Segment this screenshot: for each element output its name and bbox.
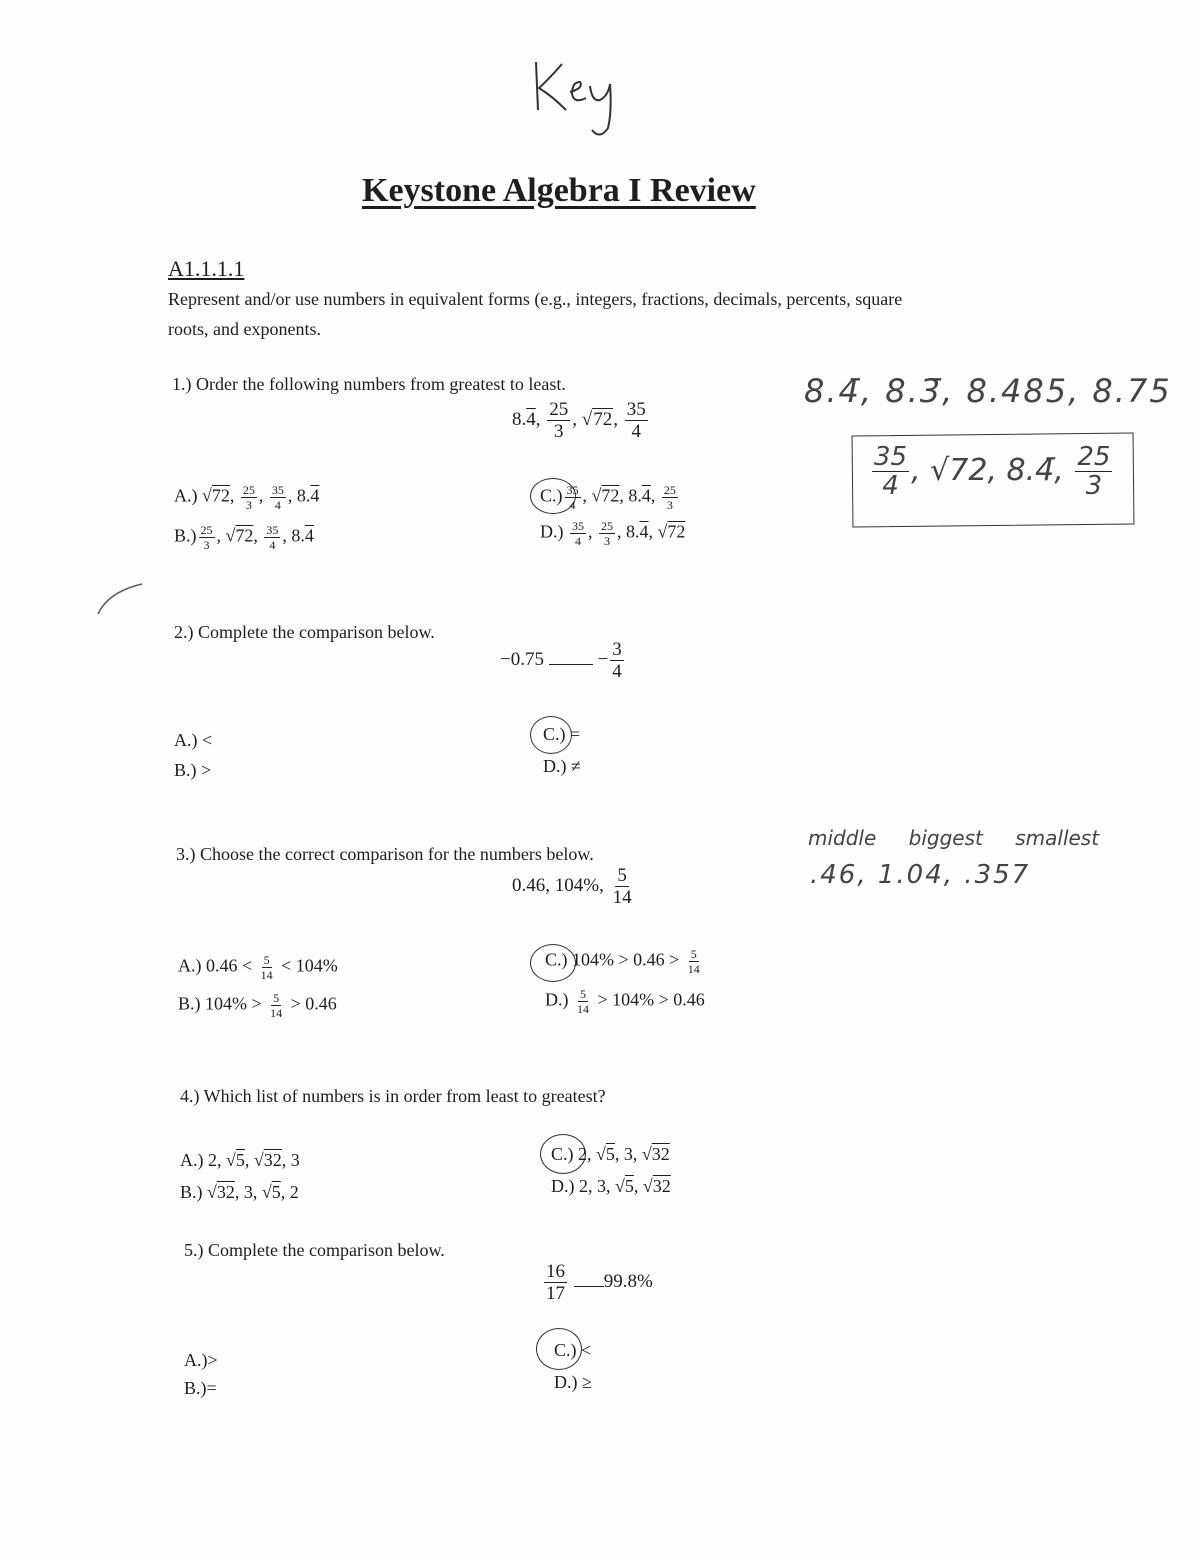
handwritten-key [528, 52, 628, 146]
q5-option-c[interactable]: C.) < [554, 1340, 592, 1360]
q1-prompt: 1.) Order the following numbers from greatest to least. [172, 374, 566, 394]
handwritten-q3-values: .46, 1.04, .357 [810, 860, 1031, 890]
q1-option-a[interactable]: A.) √72, $\frac{25}{3}$ , $\frac{35}{4}$ , 8.4 [174, 483, 320, 512]
q1-option-c[interactable]: C.) $\frac{35}{4}$ , √72, 8.4, $\frac{25}{3}$ [540, 483, 676, 512]
handwritten-q3-labels: middle biggest smallest [808, 826, 1100, 850]
q3-prompt: 3.) Choose the correct comparison for the numbers below. [176, 844, 594, 864]
q5-option-a[interactable]: A.)> [184, 1350, 218, 1370]
q1-option-d[interactable]: D.) $\frac{35}{4}$ , $\frac{25}{3}$ , 8.4, √72 [540, 519, 686, 548]
q4-option-a[interactable]: A.) 2, √5, √32, 3 [180, 1150, 300, 1170]
q2-option-d[interactable]: D.) ≠ [543, 756, 581, 776]
q1-option-b[interactable]: B.) $\frac{25}{3}$ , √72, $\frac{35}{4}$ , 8.4 [174, 523, 314, 552]
handwritten-q1-answer: $\frac{35}{4}$ , √72, 8.4̄, $\frac{25}{3}$ [874, 442, 1111, 501]
q2-prompt: 2.) Complete the comparison below. [174, 622, 435, 642]
q5-option-d[interactable]: D.) ≥ [554, 1372, 592, 1392]
q3-option-b[interactable]: B.) 104% > $\frac{5}{14}$ > 0.46 [178, 991, 337, 1020]
q4-option-c[interactable]: C.) 2, √5, 3, √32 [551, 1144, 670, 1164]
q2-option-c[interactable]: C.) = [543, 724, 581, 744]
q3-option-c[interactable]: C.) 104% > 0.46 > $\frac{5}{14}$ [545, 947, 700, 976]
page-title: Keystone Algebra I Review [362, 172, 756, 209]
q5-prompt: 5.) Complete the comparison below. [184, 1240, 445, 1260]
q5-expression: $\frac{16}{17}$ 99.8% [546, 1261, 653, 1304]
q2-option-b[interactable]: B.) > [174, 760, 212, 780]
q3-expression: 0.46, 104%, $\frac{5}{14}$ [512, 865, 632, 908]
standard-description: Represent and/or use numbers in equivalent forms (e.g., integers, fractions, decimals, percents, square roots, and exponents. [168, 289, 903, 339]
q4-prompt: 4.) Which list of numbers is in order from least to greatest? [180, 1086, 606, 1106]
q4-option-d[interactable]: D.) 2, 3, √5, √32 [551, 1176, 671, 1196]
q2-expression: −0.75 − $\frac{3}{4}$ [500, 639, 622, 682]
q1-expression: 8.4, $\frac{25}{3}$ , √72, $\frac{35}{4}$ [512, 399, 646, 442]
q4-option-b[interactable]: B.) √32, 3, √5, 2 [180, 1182, 299, 1202]
pen-mark [96, 578, 146, 622]
q2-option-a[interactable]: A.) < [174, 730, 213, 750]
q3-option-a[interactable]: A.) 0.46 < $\frac{5}{14}$ < 104% [178, 953, 338, 982]
q5-option-b[interactable]: B.)= [184, 1378, 217, 1398]
q3-option-d[interactable]: D.) $\frac{5}{14}$ > 104% > 0.46 [545, 987, 705, 1016]
handwritten-q1-work: 8.4̄, 8.3̄, 8.485, 8.75 [804, 372, 1172, 410]
standard-code: A1.1.1.1 [168, 256, 245, 281]
